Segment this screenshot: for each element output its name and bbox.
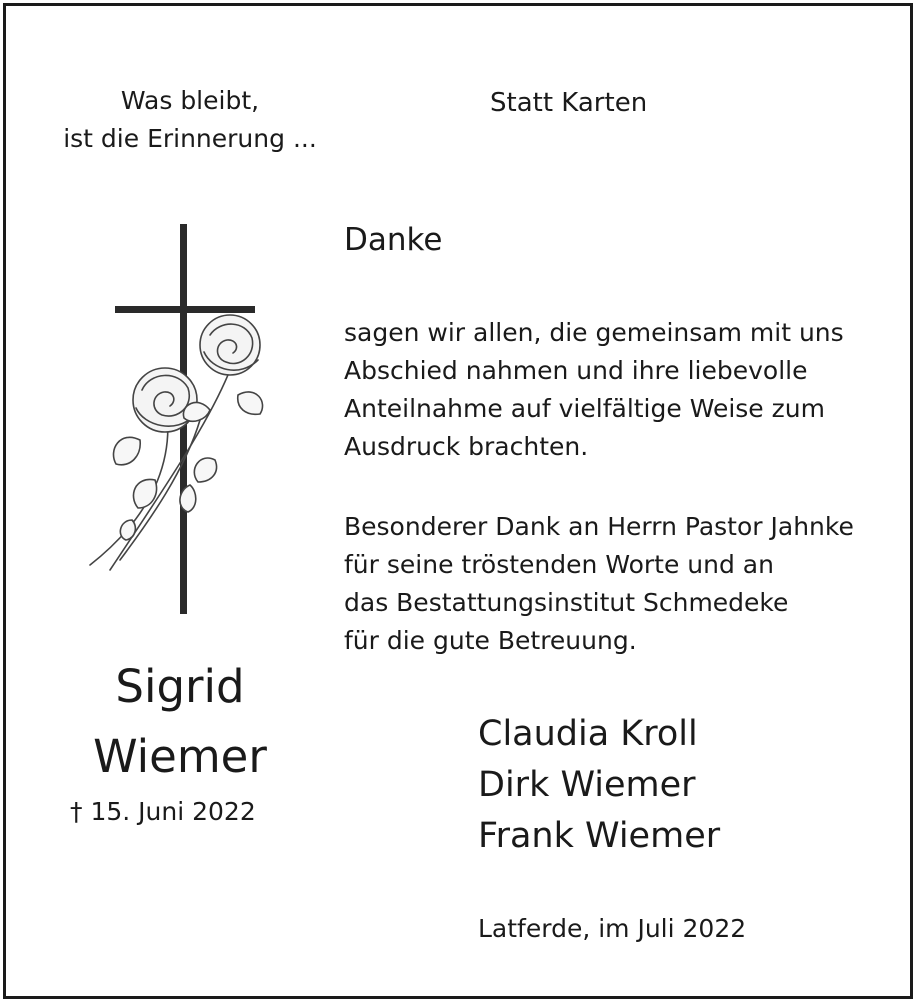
- thanks-paragraph: [344, 314, 844, 466]
- statt-karten-label: Statt Karten: [490, 88, 648, 118]
- thanks-line: Abschied nahmen und ihre liebevolle: [344, 356, 808, 385]
- thanks-line: Ausdruck brachten.: [344, 432, 589, 461]
- signer-name: Dirk Wiemer: [478, 765, 696, 805]
- signer-name: Frank Wiemer: [478, 816, 721, 856]
- death-date: † 15. Juni 2022: [70, 797, 256, 826]
- cross-with-roses: [80, 220, 280, 620]
- rose-illustration: [90, 315, 263, 570]
- place-date: Latferde, im Juli 2022: [478, 914, 747, 943]
- thanks-line: sagen wir allen, die gemeinsam mit uns: [344, 318, 844, 347]
- motto-line-1: Was bleibt,: [120, 86, 260, 115]
- signers-list: [478, 709, 720, 862]
- special-thanks-line: das Bestattungsinstitut Schmedeke: [344, 588, 789, 617]
- danke-heading: Danke: [344, 222, 443, 258]
- special-thanks-line: Besonderer Dank an Herrn Pastor Jahnke: [344, 512, 854, 541]
- motto-line-2: ist die Erinnerung ...: [63, 124, 317, 153]
- motto-quote: [40, 82, 340, 158]
- special-thanks-line: für seine tröstenden Worte und an: [344, 550, 774, 579]
- thanks-line: Anteilnahme auf vielfältige Weise zum: [344, 394, 825, 423]
- signer-name: Claudia Kroll: [478, 714, 698, 754]
- deceased-last-name: Wiemer: [93, 730, 267, 783]
- special-thanks-line: für die gute Betreuung.: [344, 626, 637, 655]
- special-thanks-paragraph: [344, 508, 854, 660]
- deceased-first-name: Sigrid: [115, 660, 245, 713]
